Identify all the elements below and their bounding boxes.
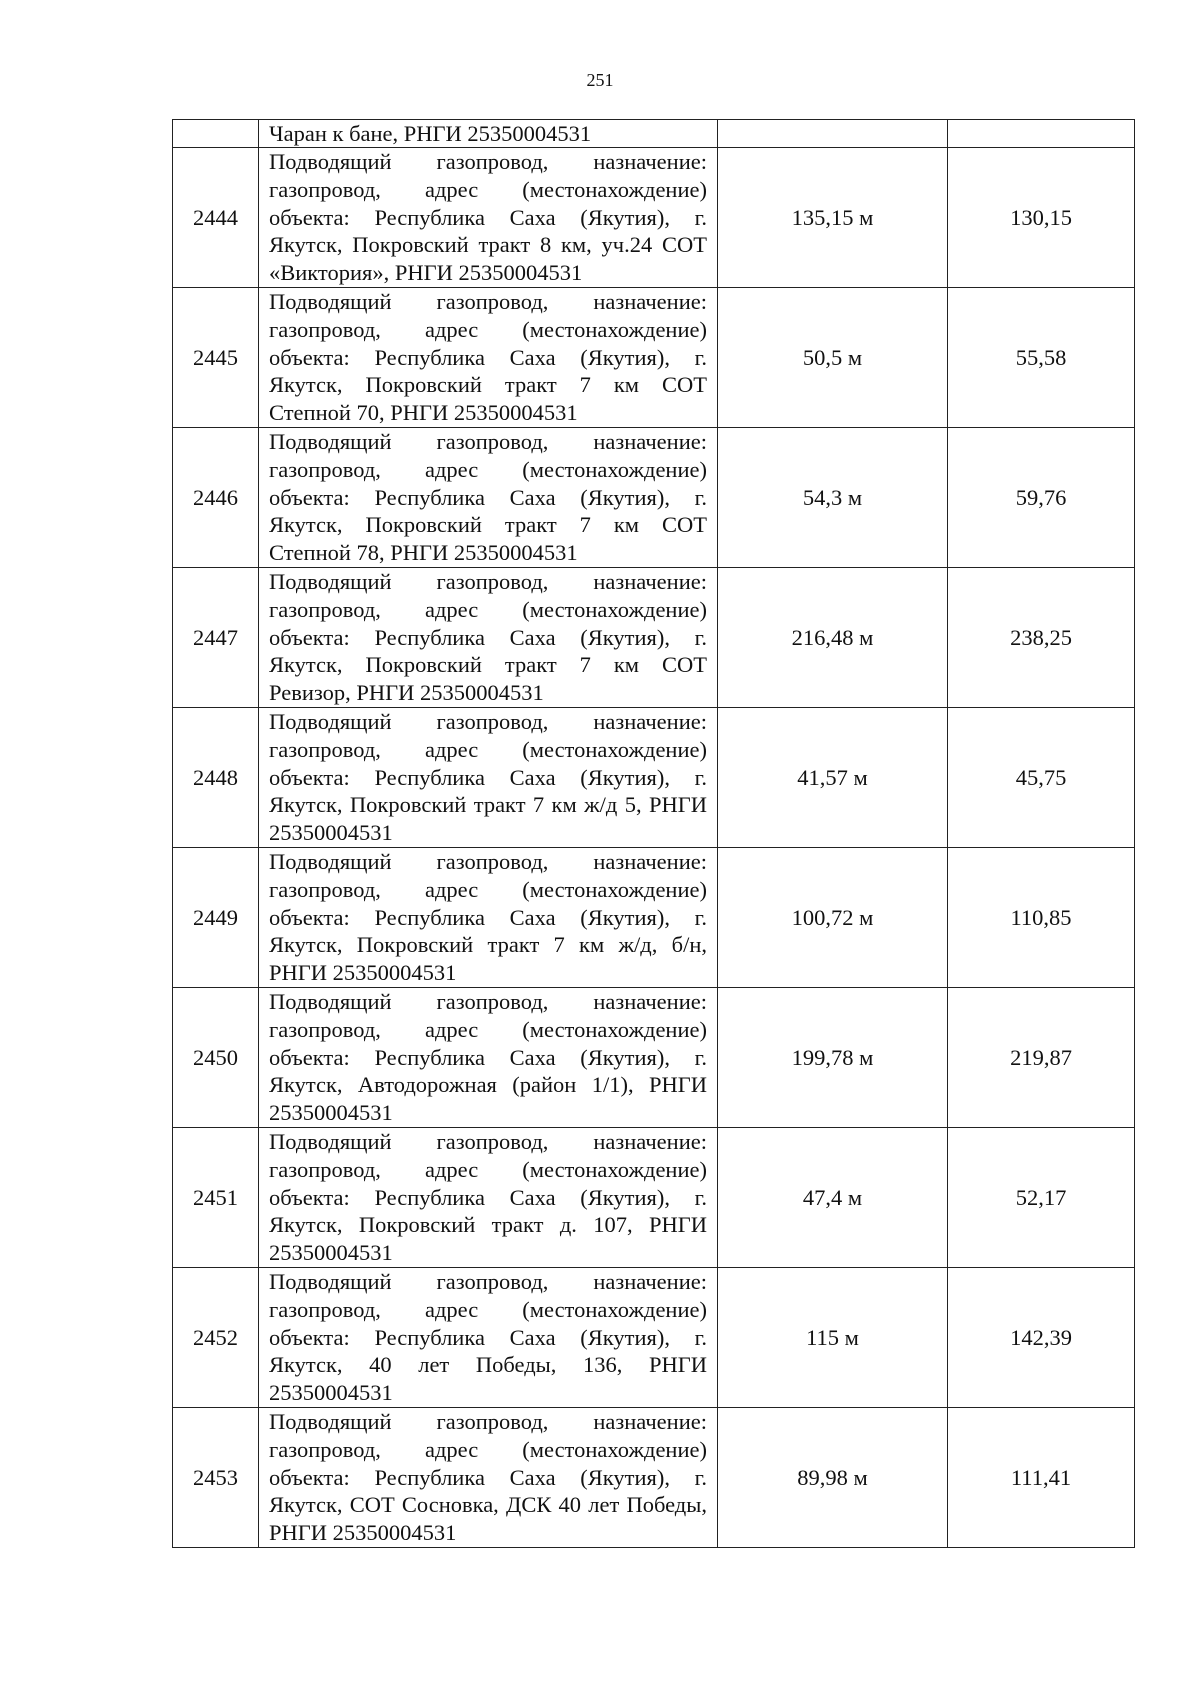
row-value-cell: 142,39 [948, 1268, 1135, 1408]
row-length-cell: 100,72 м [718, 848, 948, 988]
row-number-cell: 2453 [173, 1408, 259, 1548]
page-number: 251 [586, 70, 614, 90]
row-value-cell: 238,25 [948, 568, 1135, 708]
row-length-cell: 47,4 м [718, 1128, 948, 1268]
row-length-cell: 199,78 м [718, 988, 948, 1128]
table-row [173, 1268, 1135, 1408]
row-value-cell: 111,41 [948, 1408, 1135, 1548]
row-length-cell: 135,15 м [718, 148, 948, 288]
continued-value-cell [948, 120, 1135, 148]
continued-num-cell [173, 120, 259, 148]
continued-length-cell [718, 120, 948, 148]
table-row [173, 848, 1135, 988]
table-row [173, 568, 1135, 708]
row-number-cell: 2452 [173, 1268, 259, 1408]
row-description-cell: Подводящий газопровод, назначение: газопровод, адрес (местонахождение) объекта: Республика Саха (Якутия), г. Якутск, Покровский тракт 7 км ж/д, б/н, РНГИ 25350004531 [259, 848, 718, 988]
table-row [173, 1128, 1135, 1268]
row-number-cell: 2445 [173, 288, 259, 428]
row-value-cell: 55,58 [948, 288, 1135, 428]
row-description-cell: Подводящий газопровод, назначение: газопровод, адрес (местонахождение) объекта: Республика Саха (Якутия), г. Якутск, Покровский тракт 8 км, уч.24 СОТ «Виктория», РНГИ 25350004531 [259, 148, 718, 288]
row-value-cell: 59,76 [948, 428, 1135, 568]
row-description-cell: Подводящий газопровод, назначение: газопровод, адрес (местонахождение) объекта: Республика Саха (Якутия), г. Якутск, Покровский тракт 7 км ж/д 5, РНГИ 25350004531 [259, 708, 718, 848]
table-row [173, 288, 1135, 428]
row-description-cell: Подводящий газопровод, назначение: газопровод, адрес (местонахождение) объекта: Республика Саха (Якутия), г. Якутск, Покровский тракт 7 км СОТ Ревизор, РНГИ 25350004531 [259, 568, 718, 708]
row-length-cell: 41,57 м [718, 708, 948, 848]
table-row [173, 148, 1135, 288]
row-value-cell: 45,75 [948, 708, 1135, 848]
row-number-cell: 2448 [173, 708, 259, 848]
table-row [173, 988, 1135, 1128]
row-length-cell: 89,98 м [718, 1408, 948, 1548]
table-row [173, 708, 1135, 848]
row-value-cell: 130,15 [948, 148, 1135, 288]
table-row [173, 1408, 1135, 1548]
row-length-cell: 54,3 м [718, 428, 948, 568]
row-number-cell: 2447 [173, 568, 259, 708]
row-description-cell: Подводящий газопровод, назначение: газопровод, адрес (местонахождение) объекта: Республика Саха (Якутия), г. Якутск, 40 лет Победы, 136, РНГИ 25350004531 [259, 1268, 718, 1408]
row-description-cell: Подводящий газопровод, назначение: газопровод, адрес (местонахождение) объекта: Республика Саха (Якутия), г. Якутск, Покровский тракт д. 107, РНГИ 25350004531 [259, 1128, 718, 1268]
row-length-cell: 50,5 м [718, 288, 948, 428]
row-description-cell: Подводящий газопровод, назначение: газопровод, адрес (местонахождение) объекта: Республика Саха (Якутия), г. Якутск, СОТ Сосновка, ДСК 40 лет Победы, РНГИ 25350004531 [259, 1408, 718, 1548]
row-number-cell: 2446 [173, 428, 259, 568]
row-description-cell: Подводящий газопровод, назначение: газопровод, адрес (местонахождение) объекта: Республика Саха (Якутия), г. Якутск, Покровский тракт 7 км СОТ Степной 78, РНГИ 25350004531 [259, 428, 718, 568]
row-length-cell: 216,48 м [718, 568, 948, 708]
table-body [173, 120, 1135, 1548]
row-description-cell: Подводящий газопровод, назначение: газопровод, адрес (местонахождение) объекта: Республика Саха (Якутия), г. Якутск, Покровский тракт 7 км СОТ Степной 70, РНГИ 25350004531 [259, 288, 718, 428]
row-length-cell: 115 м [718, 1268, 948, 1408]
row-number-cell: 2444 [173, 148, 259, 288]
row-value-cell: 219,87 [948, 988, 1135, 1128]
row-description-cell: Подводящий газопровод, назначение: газопровод, адрес (местонахождение) объекта: Республика Саха (Якутия), г. Якутск, Автодорожная (район 1/1), РНГИ 25350004531 [259, 988, 718, 1128]
property-register-table [172, 119, 1135, 1548]
row-value-cell: 52,17 [948, 1128, 1135, 1268]
row-number-cell: 2451 [173, 1128, 259, 1268]
row-number-cell: 2449 [173, 848, 259, 988]
row-value-cell: 110,85 [948, 848, 1135, 988]
table-row [173, 428, 1135, 568]
continued-row [173, 120, 1135, 148]
row-number-cell: 2450 [173, 988, 259, 1128]
continued-description-cell: Чаран к бане, РНГИ 25350004531 [259, 120, 718, 148]
